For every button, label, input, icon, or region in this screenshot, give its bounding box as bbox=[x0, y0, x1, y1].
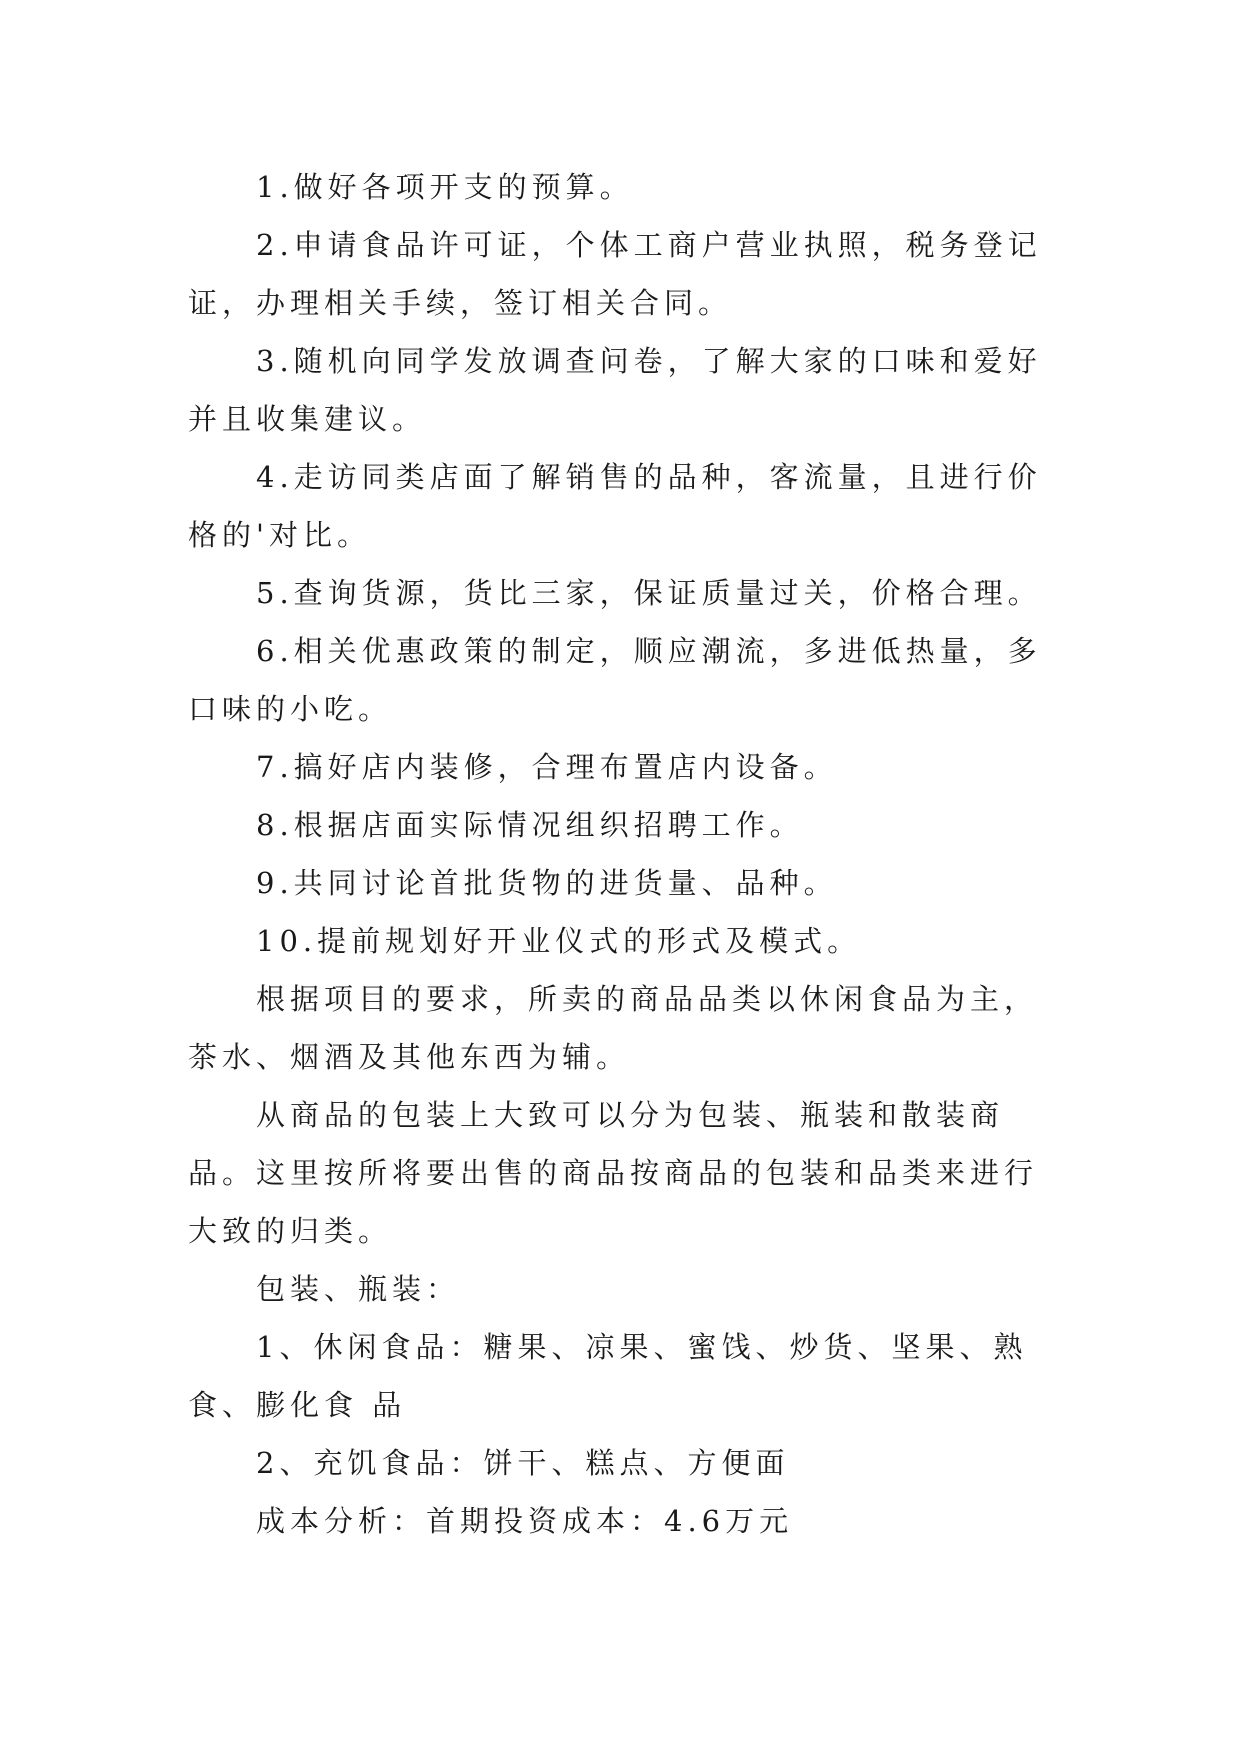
paragraph-competitor-visit: 4.走访同类店面了解销售的品种，客流量，且进行价格的'对比。 bbox=[188, 460, 1042, 552]
paragraph-packaged-heading: 包装、瓶装： bbox=[256, 1272, 461, 1306]
paragraph-recruitment: 8.根据店面实际情况组织招聘工作。 bbox=[256, 808, 804, 842]
document-body bbox=[188, 158, 1048, 1550]
paragraph-suppliers: 5.查询货源，货比三家，保证质量过关，价格合理。 bbox=[256, 576, 1042, 610]
paragraph-licenses: 2.申请食品许可证，个体工商户营业执照，税务登记证，办理相关手续，签订相关合同。 bbox=[188, 228, 1042, 320]
paragraph-packaging-classification: 从商品的包装上大致可以分为包装、瓶装和散装商品。这里按所将要出售的商品按商品的包装和品类来进行大致的归类。 bbox=[188, 1098, 1039, 1248]
paragraph-promotions: 6.相关优惠政策的制定，顺应潮流，多进低热量，多口味的小吃。 bbox=[188, 634, 1042, 726]
paragraph-filling-foods: 2、充饥食品：饼干、糕点、方便面 bbox=[256, 1446, 790, 1480]
paragraph-cost-analysis: 成本分析：首期投资成本：4.6万元 bbox=[256, 1504, 794, 1538]
paragraph-decoration: 7.搞好店内装修，合理布置店内设备。 bbox=[256, 750, 838, 784]
paragraph-first-stock: 9.共同讨论首批货物的进货量、品种。 bbox=[256, 866, 838, 900]
paragraph-product-categories: 根据项目的要求，所卖的商品品类以休闲食品为主，茶水、烟酒及其他东西为辅。 bbox=[188, 982, 1039, 1074]
paragraph-opening-ceremony: 10.提前规划好开业仪式的形式及模式。 bbox=[256, 924, 862, 958]
paragraph-snack-foods: 1、休闲食品：糖果、凉果、蜜饯、炒货、坚果、熟食、膨化食 品 bbox=[188, 1330, 1028, 1422]
paragraph-survey: 3.随机向同学发放调查问卷，了解大家的口味和爱好并且收集建议。 bbox=[188, 344, 1042, 436]
paragraph-budget: 1.做好各项开支的预算。 bbox=[256, 170, 634, 204]
